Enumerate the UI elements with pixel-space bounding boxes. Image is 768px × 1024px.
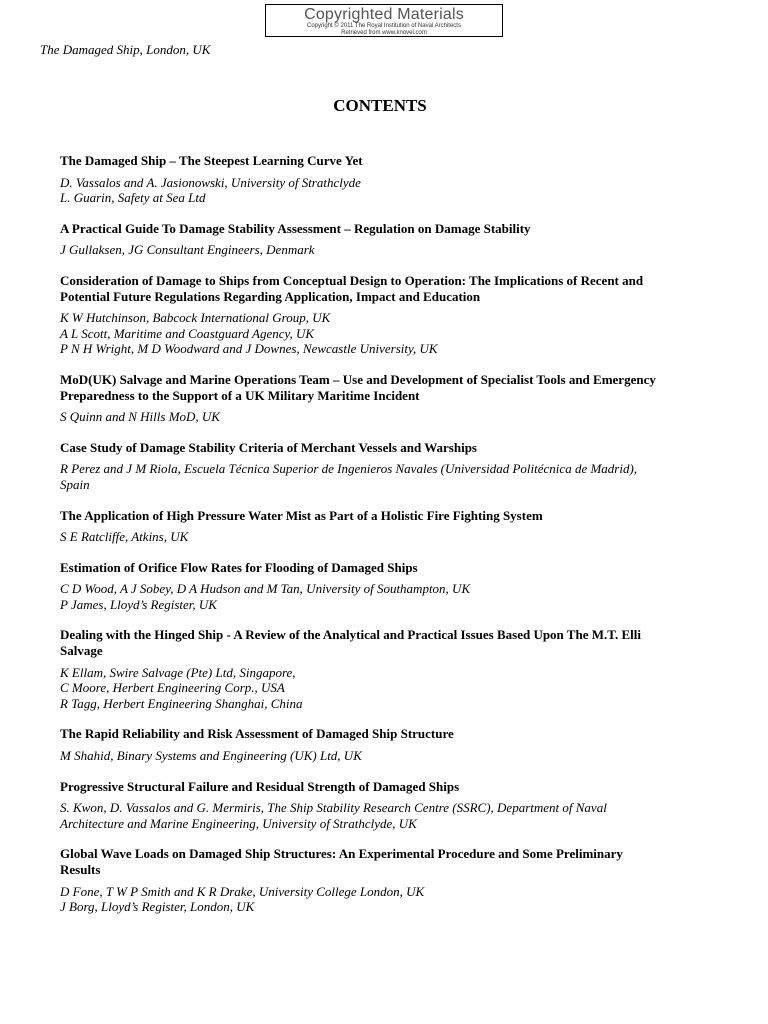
author-line: K Ellam, Swire Salvage (Pte) Ltd, Singapore, bbox=[60, 664, 296, 680]
contents-entry bbox=[60, 440, 660, 493]
paper-title[interactable]: Progressive Structural Failure and Residual Strength of Damaged Ships bbox=[60, 778, 460, 794]
paper-authors bbox=[60, 310, 660, 357]
paper-authors bbox=[60, 748, 660, 764]
copyright-stamp bbox=[265, 4, 503, 37]
stamp-title: Copyrighted Materials bbox=[304, 6, 464, 23]
paper-authors bbox=[60, 529, 660, 545]
author-line: C Moore, Herbert Engineering Corp., USA bbox=[60, 680, 285, 696]
author-line: S. Kwon, D. Vassalos and G. Mermiris, The Ship Stability Research Centre (SSRC), Department of Naval Architecture and Marine Engineering, University of Strathclyde, UK bbox=[60, 800, 607, 831]
paper-authors bbox=[60, 884, 660, 915]
contents-entry bbox=[60, 153, 660, 206]
paper-title[interactable]: Estimation of Orifice Flow Rates for Flooding of Damaged Ships bbox=[60, 559, 418, 575]
author-line: D. Vassalos and A. Jasionowski, University of Strathclyde bbox=[60, 174, 361, 190]
author-line: P N H Wright, M D Woodward and J Downes, Newcastle University, UK bbox=[60, 341, 438, 357]
author-line: M Shahid, Binary Systems and Engineering (UK) Ltd, UK bbox=[60, 748, 362, 764]
paper-authors bbox=[60, 175, 660, 206]
author-line: P James, Lloyd’s Register, UK bbox=[60, 596, 217, 612]
contents-entry bbox=[60, 372, 660, 425]
contents-list bbox=[60, 153, 660, 930]
paper-title[interactable]: A Practical Guide To Damage Stability Assessment – Regulation on Damage Stability bbox=[60, 220, 531, 236]
contents-entry bbox=[60, 273, 660, 357]
author-line: R Perez and J M Riola, Escuela Técnica Superior de Ingenieros Navales (Universidad Politécnica de Madrid), Spain bbox=[60, 461, 638, 492]
paper-authors bbox=[60, 800, 660, 831]
author-line: J Borg, Lloyd’s Register, London, UK bbox=[60, 899, 255, 915]
paper-title[interactable]: Consideration of Damage to Ships from Conceptual Design to Operation: The Implications of Recent and Potential Future Regulations Regarding Application, Impact and Education bbox=[60, 272, 644, 304]
author-line: J Gullaksen, JG Consultant Engineers, Denmark bbox=[60, 242, 315, 258]
contents-entry bbox=[60, 627, 660, 711]
paper-title[interactable]: The Damaged Ship – The Steepest Learning Curve Yet bbox=[60, 153, 363, 168]
contents-entry bbox=[60, 846, 660, 914]
paper-authors bbox=[60, 409, 660, 425]
contents-entry bbox=[60, 779, 660, 832]
author-line: C D Wood, A J Sobey, D A Hudson and M Tan, University of Southampton, UK bbox=[60, 581, 471, 597]
running-head: The Damaged Ship, London, UK bbox=[40, 42, 211, 57]
paper-authors bbox=[60, 665, 660, 712]
author-line: L. Guarin, Safety at Sea Ltd bbox=[60, 190, 206, 206]
contents-heading: CONTENTS bbox=[333, 96, 427, 115]
contents-entry bbox=[60, 221, 660, 258]
contents-entry bbox=[60, 560, 660, 613]
author-line: D Fone, T W P Smith and K R Drake, University College London, UK bbox=[60, 883, 425, 899]
paper-authors bbox=[60, 461, 660, 492]
contents-entry bbox=[60, 726, 660, 763]
contents-entry bbox=[60, 508, 660, 545]
paper-authors bbox=[60, 242, 660, 258]
paper-title[interactable]: The Rapid Reliability and Risk Assessment of Damaged Ship Structure bbox=[60, 726, 454, 742]
stamp-copyright-line: Copyright © 2011 The Royal Institution of Naval Architects bbox=[307, 23, 461, 29]
stamp-retrieved-line: Retrieved from www.knovel.com bbox=[341, 29, 427, 36]
author-line: S E Ratcliffe, Atkins, UK bbox=[60, 529, 189, 545]
author-line: R Tagg, Herbert Engineering Shanghai, China bbox=[60, 695, 303, 711]
author-line: K W Hutchinson, Babcock International Group, UK bbox=[60, 310, 331, 326]
paper-title[interactable]: Case Study of Damage Stability Criteria of Merchant Vessels and Warships bbox=[60, 439, 477, 455]
paper-title[interactable]: MoD(UK) Salvage and Marine Operations Team – Use and Development of Specialist Tools and Emergency Preparedness to the Support of a UK Military Maritime Incident bbox=[60, 371, 656, 403]
author-line: S Quinn and N Hills MoD, UK bbox=[60, 409, 220, 425]
paper-title[interactable]: The Application of High Pressure Water Mist as Part of a Holistic Fire Fighting System bbox=[60, 507, 543, 523]
author-line: A L Scott, Maritime and Coastguard Agency, UK bbox=[60, 325, 315, 341]
paper-title[interactable]: Global Wave Loads on Damaged Ship Structures: An Experimental Procedure and Some Preliminary Results bbox=[60, 846, 623, 877]
paper-title[interactable]: Dealing with the Hinged Ship - A Review of the Analytical and Practical Issues Based Upon The M.T. Elli Salvage bbox=[60, 627, 641, 659]
paper-authors bbox=[60, 581, 660, 612]
